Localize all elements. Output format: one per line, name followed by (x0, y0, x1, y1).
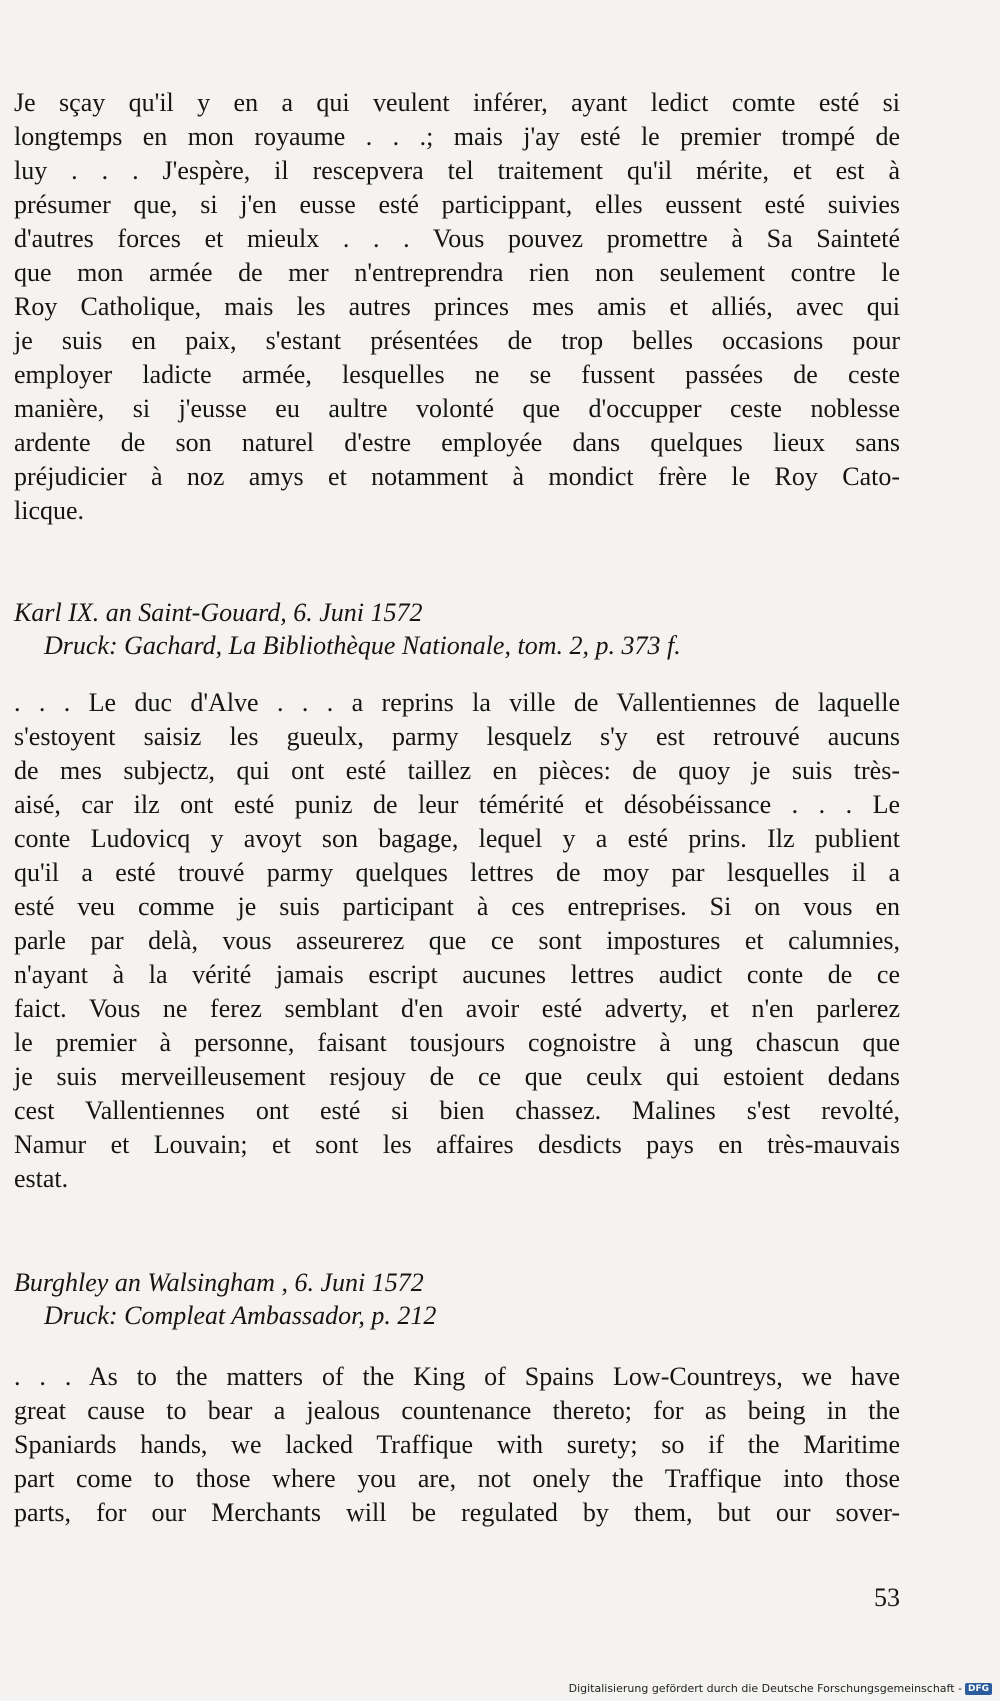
text-line: longtemps en mon royaume . . .; mais j'ay esté le premier trompé de (14, 122, 900, 151)
text-line: le premier à personne, faisant tousjours cognoistre à ung chascun que (14, 1028, 900, 1057)
text-line: parts, for our Merchants will be regulated by them, but our sover- (14, 1498, 900, 1527)
text-line: aisé, car ilz ont esté puniz de leur témérité et désobéissance . . . Le (14, 790, 900, 819)
text-line: je suis en paix, s'estant présentées de trop belles occasions pour (14, 326, 900, 355)
text-line: part come to those where you are, not onely the Traffique into those (14, 1464, 900, 1493)
text-line: qu'il a esté trouvé parmy quelques lettres de moy par lesquelles il a (14, 858, 900, 887)
text-line: je suis merveilleusement resjouy de ce que ceulx qui estoient dedans (14, 1062, 900, 1091)
text-line: manière, si j'eusse eu aultre volonté que d'occupper ceste noblesse (14, 394, 900, 423)
letter-source: Druck: Compleat Ambassador, p. 212 (44, 1301, 437, 1330)
text-line: Namur et Louvain; et sont les affaires desdicts pays en très-mauvais (14, 1130, 900, 1159)
text-line: faict. Vous ne ferez semblant d'en avoir esté adverty, et n'en parlerez (14, 994, 900, 1023)
paragraph-2 (14, 686, 900, 1196)
letter-title: Karl IX. an Saint-Gouard, 6. Juni 1572 (14, 598, 423, 627)
text-line: de mes subjectz, qui ont esté taillez en pièces: de quoy je suis très- (14, 756, 900, 785)
text-line: estat. (14, 1164, 69, 1193)
text-line: cest Vallentiennes ont esté si bien chassez. Malines s'est revolté, (14, 1096, 900, 1125)
text-line: Spaniards hands, we lacked Traffique with surety; so if the Maritime (14, 1430, 900, 1459)
text-line: employer ladicte armée, lesquelles ne se fussent passées de ceste (14, 360, 900, 389)
paragraph-3 (14, 1360, 900, 1530)
text-line: ardente de son naturel d'estre employée dans quelques lieux sans (14, 428, 900, 457)
dfg-logo-icon: DFG (965, 1683, 992, 1695)
text-line: présumer que, si j'en eusse esté particippant, elles eussent esté suivies (14, 190, 900, 219)
text-line: conte Ludovicq y avoyt son bagage, lequel y a esté prins. Ilz publient (14, 824, 900, 853)
text-line: licque. (14, 496, 85, 525)
text-line: préjudicier à noz amys et notamment à mondict frère le Roy Cato- (14, 462, 900, 491)
text-line: Roy Catholique, mais les autres princes mes amis et alliés, avec qui (14, 292, 900, 321)
digitization-footer (569, 1682, 992, 1695)
letter-title: Burghley an Walsingham , 6. Juni 1572 (14, 1268, 424, 1297)
text-line: . . . Le duc d'Alve . . . a reprins la ville de Vallentiennes de laquelle (14, 688, 900, 717)
page-number: 53 (874, 1583, 900, 1612)
letter-heading-2 (14, 1266, 900, 1332)
text-line: n'ayant à la vérité jamais escript aucunes lettres audict conte de ce (14, 960, 900, 989)
text-line: que mon armée de mer n'entreprendra rien non seulement contre le (14, 258, 900, 287)
text-line: great cause to bear a jealous countenance thereto; for as being in the (14, 1396, 900, 1425)
text-line: Je sçay qu'il y en a qui veulent inférer, ayant ledict comte esté si (14, 88, 900, 117)
letter-source: Druck: Gachard, La Bibliothèque Nationale, tom. 2, p. 373 f. (44, 631, 681, 660)
text-line: parle par delà, vous asseurerez que ce sont impostures et calumnies, (14, 926, 900, 955)
text-line: esté veu comme je suis participant à ces entreprises. Si on vous en (14, 892, 900, 921)
document-page (14, 86, 900, 1530)
text-line: . . . As to the matters of the King of Spains Low-Countreys, we have (14, 1362, 900, 1391)
text-line: s'estoyent saisiz les gueulx, parmy lesquelz s'y est retrouvé aucuns (14, 722, 900, 751)
paragraph-1 (14, 86, 900, 528)
letter-heading-1 (14, 596, 900, 662)
footer-text: Digitalisierung gefördert durch die Deutsche Forschungsgemeinschaft - (568, 1682, 962, 1695)
text-line: luy . . . J'espère, il rescepvera tel traitement qu'il mérite, et est à (14, 156, 900, 185)
text-line: d'autres forces et mieulx . . . Vous pouvez promettre à Sa Sainteté (14, 224, 900, 253)
